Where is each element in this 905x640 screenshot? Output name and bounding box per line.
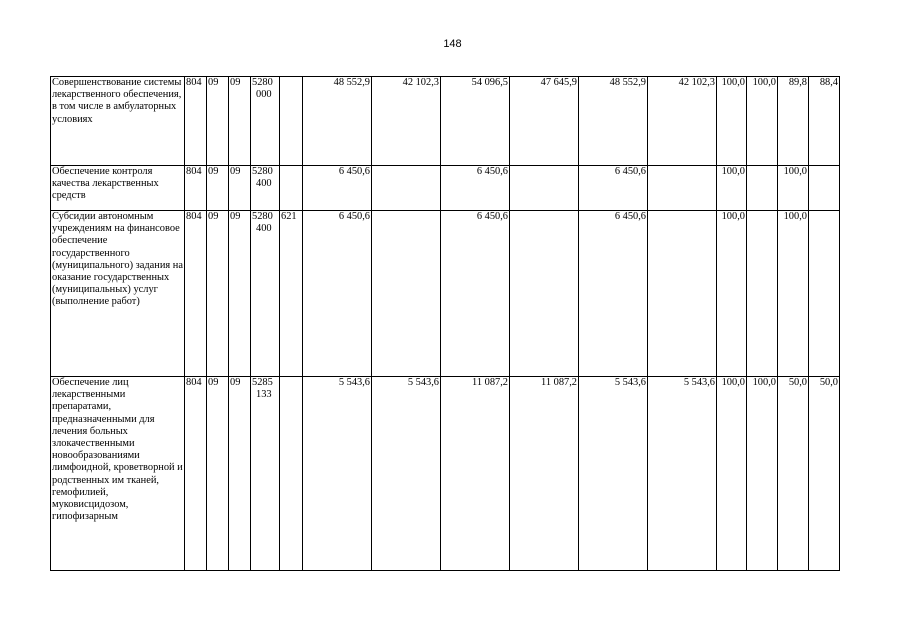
subsection-code: 09	[229, 77, 251, 166]
amount-cell	[510, 211, 579, 377]
subsection-code: 09	[229, 211, 251, 377]
percent-cell: 88,4	[809, 77, 840, 166]
percent-cell: 89,8	[778, 77, 809, 166]
amount-cell	[372, 166, 441, 211]
percent-cell: 100,0	[717, 77, 747, 166]
row-name: Совершенствование системы лекарственного обеспечения, в том числе в амбулаторных условиях	[51, 77, 185, 166]
percent-cell: 100,0	[778, 211, 809, 377]
grbs-code: 804	[185, 166, 207, 211]
target-article-code-part1: 5280	[252, 77, 273, 88]
amount-cell: 5 543,6	[372, 377, 441, 571]
percent-cell: 100,0	[778, 166, 809, 211]
table-row	[51, 377, 840, 571]
table-row	[51, 211, 840, 377]
amount-cell	[648, 211, 717, 377]
amount-cell: 5 543,6	[648, 377, 717, 571]
percent-cell	[747, 211, 778, 377]
percent-cell: 100,0	[717, 166, 747, 211]
target-article-code-part1: 5285	[252, 377, 273, 388]
amount-cell: 11 087,2	[441, 377, 510, 571]
amount-cell	[510, 166, 579, 211]
amount-cell: 6 450,6	[579, 166, 648, 211]
percent-cell: 100,0	[717, 211, 747, 377]
amount-cell: 54 096,5	[441, 77, 510, 166]
target-article-code-part2: 000	[256, 89, 272, 101]
grbs-code: 804	[185, 211, 207, 377]
subsection-code: 09	[229, 166, 251, 211]
amount-cell	[372, 211, 441, 377]
target-article-code-part2: 400	[256, 223, 272, 235]
row-name: Обеспечение лиц лекарственными препаратами, предназначенными для лечения больных злокачественными новообразованиями лимфоидной, кроветворной и родственных им тканей, гемофилией, муковисцидозом, гипофизарным	[51, 377, 185, 571]
amount-cell: 42 102,3	[648, 77, 717, 166]
page-number: 148	[443, 38, 462, 50]
amount-cell: 48 552,9	[579, 77, 648, 166]
target-article-code	[251, 77, 280, 166]
amount-cell: 5 543,6	[579, 377, 648, 571]
target-article-code	[251, 377, 280, 571]
amount-cell: 6 450,6	[303, 166, 372, 211]
table-row	[51, 77, 840, 166]
expense-type-code: 621	[280, 211, 303, 377]
expense-type-code	[280, 77, 303, 166]
percent-cell: 100,0	[717, 377, 747, 571]
target-article-code-part1: 5280	[252, 166, 273, 177]
amount-cell: 6 450,6	[579, 211, 648, 377]
target-article-code-part2: 400	[256, 178, 272, 190]
row-name: Обеспечение контроля качества лекарственных средств	[51, 166, 185, 211]
section-code: 09	[207, 377, 229, 571]
section-code: 09	[207, 211, 229, 377]
target-article-code	[251, 166, 280, 211]
percent-cell	[809, 211, 840, 377]
percent-cell	[809, 166, 840, 211]
amount-cell: 48 552,9	[303, 77, 372, 166]
amount-cell: 11 087,2	[510, 377, 579, 571]
row-name: Субсидии автономным учреждениям на финансовое обеспечение государственного (муниципального) задания на оказание государственных (муниципальных) услуг (выполнение работ)	[51, 211, 185, 377]
percent-cell: 100,0	[747, 377, 778, 571]
target-article-code-part1: 5280	[252, 211, 273, 222]
grbs-code: 804	[185, 77, 207, 166]
target-article-code	[251, 211, 280, 377]
percent-cell: 50,0	[809, 377, 840, 571]
expense-type-code	[280, 377, 303, 571]
subsection-code: 09	[229, 377, 251, 571]
amount-cell: 6 450,6	[441, 211, 510, 377]
amount-cell	[648, 166, 717, 211]
amount-cell: 42 102,3	[372, 77, 441, 166]
percent-cell: 50,0	[778, 377, 809, 571]
percent-cell: 100,0	[747, 77, 778, 166]
amount-cell: 6 450,6	[441, 166, 510, 211]
target-article-code-part2: 133	[256, 389, 272, 401]
expense-type-code	[280, 166, 303, 211]
amount-cell: 47 645,9	[510, 77, 579, 166]
section-code: 09	[207, 166, 229, 211]
percent-cell	[747, 166, 778, 211]
budget-table	[50, 76, 840, 571]
amount-cell: 5 543,6	[303, 377, 372, 571]
table-row	[51, 166, 840, 211]
grbs-code: 804	[185, 377, 207, 571]
section-code: 09	[207, 77, 229, 166]
amount-cell: 6 450,6	[303, 211, 372, 377]
